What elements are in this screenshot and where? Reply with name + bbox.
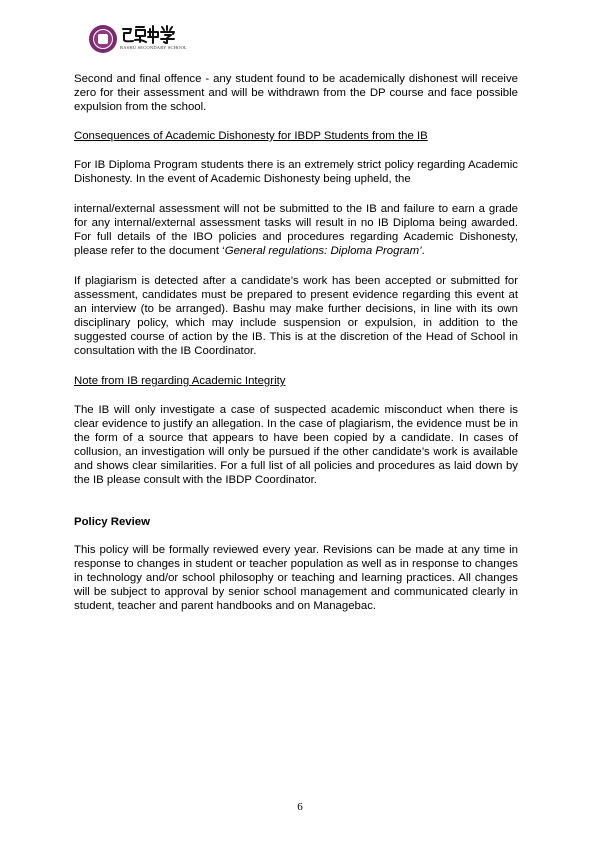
heading-consequences: Consequences of Academic Dishonesty for IBDP Students from the IB <box>74 130 428 142</box>
paragraph-policy-review: This policy will be formally reviewed every year. Revisions can be made at any time in response to changes in student or teacher population as well as in response to changes in technology and/or school philosophy or teaching and learning practices. All changes will be subject to approval by senior school management and communicated clearly in student, teacher and parent handbooks and on Managebac. <box>74 544 518 612</box>
document-reference: General regulations: Diploma Program’ <box>224 245 422 257</box>
school-name-subtitle: BASHU SECONDARY SCHOOL <box>120 45 187 50</box>
heading-ib-note: Note from IB regarding Academic Integrity <box>74 375 286 387</box>
paragraph-ib-note: The IB will only investigate a case of suspected academic misconduct when there is clear evidence to justify an allegation. In the case of plagiarism, the evidence must be in the form of a source that appears to have been copied by a candidate. In cases of collusion, an investigation will only be pursued if the other candidate’s work is available and shows clear similarities. For a full list of all policies and procedures as laid down by the IB please consult with the IBDP Coordinator. <box>74 404 518 486</box>
document-body <box>74 72 518 613</box>
paragraph-ib-assessment-end: . <box>421 245 425 257</box>
paragraph-second-offence: Second and final offence - any student found to be academically dishonest will receive zero for their assessment and will be withdrawn from the DP course and face possible expulsion from the school. <box>74 73 518 113</box>
heading-policy-review: Policy Review <box>74 516 150 528</box>
paragraph-ib-assessment-text: internal/external assessment will not be submitted to the IB and failure to earn a grade for any internal/external assessment tasks will result in no IB Diploma being awarded. For full details of the IBO policies and procedures regarding Academic Dishonesty, please refer to the document ‘ <box>74 203 518 257</box>
school-seal-icon <box>89 25 117 53</box>
paragraph-ib-assessment <box>74 202 518 258</box>
school-name-calligraphy <box>121 24 177 44</box>
school-logo <box>89 24 187 54</box>
paragraph-plagiarism: If plagiarism is detected after a candidate’s work has been accepted or submitted for assessment, candidates must be prepared to present evidence regarding this event at an interview (to be arranged). Bashu may make further decisions, in line with its own disciplinary policy, which may include suspension or expulsion, in addition to the suggested course of action by the IB. This is at the discretion of the Head of School in consultation with the IB Coordinator. <box>74 275 518 357</box>
paragraph-ib-policy-intro: For IB Diploma Program students there is an extremely strict policy regarding Academic Dishonesty. In the event of Academic Dishonesty being upheld, the <box>74 159 518 185</box>
page-number: 6 <box>297 801 303 813</box>
